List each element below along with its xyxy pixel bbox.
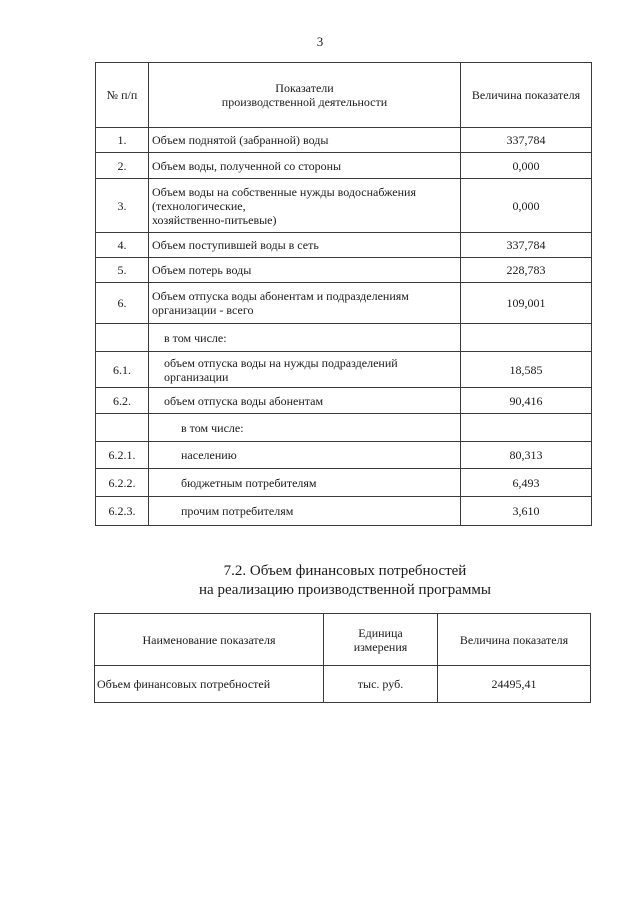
page-number: 3	[316, 34, 324, 49]
row-num: 6.1.	[96, 352, 149, 388]
row-value: 90,416	[461, 388, 592, 414]
row-value: 80,313	[461, 442, 592, 469]
table-row	[96, 179, 592, 233]
section-title-line1: 7.2. Объем финансовых потребностей	[223, 563, 467, 579]
row-label: Объем поступившей воды в сеть	[149, 233, 461, 258]
table-row	[95, 666, 591, 703]
row-label: Объем воды, полученной со стороны	[149, 153, 461, 179]
header-unit-line1: Единица	[358, 625, 403, 640]
row-value: 109,001	[461, 283, 592, 324]
row-label-line: (технологические,	[152, 198, 246, 213]
row-label	[149, 352, 461, 388]
section-title	[0, 562, 640, 600]
table-row	[96, 233, 592, 258]
table-row	[96, 258, 592, 283]
row-label: Объем поднятой (забранной) воды	[149, 128, 461, 153]
row-label	[149, 283, 461, 324]
row-num: 6.2.3.	[96, 497, 149, 526]
row-label: в том числе:	[149, 324, 461, 352]
row-value: 24495,41	[438, 666, 591, 703]
row-label: прочим потребителям	[149, 497, 461, 526]
row-label	[149, 179, 461, 233]
table-header-row	[96, 63, 592, 128]
table-row	[96, 442, 592, 469]
row-num	[96, 324, 149, 352]
row-num: 6.	[96, 283, 149, 324]
header-indicator-line1: Показатели	[275, 81, 334, 95]
table-header-row	[95, 614, 591, 666]
header-value: Величина показателя	[461, 63, 592, 128]
row-label: населению	[149, 442, 461, 469]
row-num: 6.2.	[96, 388, 149, 414]
row-unit: тыс. руб.	[324, 666, 438, 703]
row-value: 337,784	[461, 128, 592, 153]
row-label: объем отпуска воды абонентам	[149, 388, 461, 414]
row-num: 6.2.1.	[96, 442, 149, 469]
table-row	[96, 469, 592, 497]
row-value: 337,784	[461, 233, 592, 258]
header-name: Наименование показателя	[95, 614, 324, 666]
row-value: 0,000	[461, 153, 592, 179]
row-label-line: организации - всего	[152, 303, 254, 317]
table-row-subheading	[96, 324, 592, 352]
header-unit	[324, 614, 438, 666]
row-num	[96, 414, 149, 442]
table-row	[96, 352, 592, 388]
row-value: 0,000	[461, 179, 592, 233]
row-value: 3,610	[461, 497, 592, 526]
table-row-subheading	[96, 414, 592, 442]
row-name: Объем финансовых потребностей	[95, 666, 324, 703]
row-num: 4.	[96, 233, 149, 258]
row-value: 228,783	[461, 258, 592, 283]
header-num: № п/п	[96, 63, 149, 128]
row-num: 3.	[96, 179, 149, 233]
header-value: Величина показателя	[438, 614, 591, 666]
row-label-line: хозяйственно-питьевые)	[152, 212, 277, 227]
row-label-line: организации	[164, 369, 229, 384]
financial-needs-table	[94, 613, 591, 703]
row-label-line: объем отпуска воды на нужды подразделений	[164, 355, 398, 370]
row-value	[461, 324, 592, 352]
header-indicator-line2: производственной деятельности	[221, 95, 388, 109]
table-row	[96, 388, 592, 414]
table-row	[96, 153, 592, 179]
table-row	[96, 128, 592, 153]
row-label-line: Объем отпуска воды абонентам и подразделениям	[152, 289, 409, 303]
table-row	[96, 283, 592, 324]
header-unit-line2: измерения	[353, 639, 408, 654]
row-num: 6.2.2.	[96, 469, 149, 497]
row-num: 5.	[96, 258, 149, 283]
production-indicators-table	[95, 62, 592, 526]
section-title-line2: на реализацию производственной программы	[199, 582, 491, 598]
row-num: 2.	[96, 153, 149, 179]
row-label: в том числе:	[149, 414, 461, 442]
table-row	[96, 497, 592, 526]
row-label-line: Объем воды на собственные нужды водоснабжения	[152, 184, 416, 199]
row-label: бюджетным потребителям	[149, 469, 461, 497]
header-indicator	[149, 63, 461, 128]
row-value: 6,493	[461, 469, 592, 497]
row-value: 18,585	[461, 352, 592, 388]
row-label: Объем потерь воды	[149, 258, 461, 283]
row-value	[461, 414, 592, 442]
row-num: 1.	[96, 128, 149, 153]
